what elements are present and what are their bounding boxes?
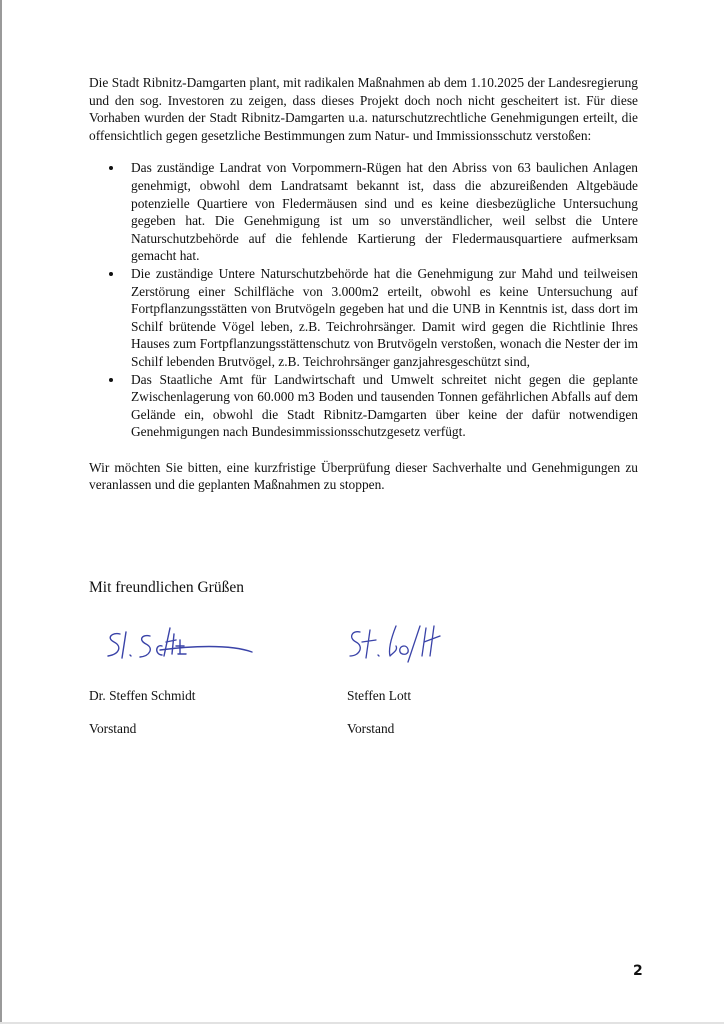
bullet-icon <box>109 272 113 276</box>
closing-paragraph: Wir möchten Sie bitten, eine kurzfristige Überprüfung dieser Sachverhalte und Genehmigungen zu veranlassen und die geplanten Maßnahmen zu stoppen. <box>89 459 638 493</box>
list-item <box>99 159 638 265</box>
greeting: Mit freundlichen Grüßen <box>89 579 244 596</box>
signature-schmidt-icon <box>100 622 260 667</box>
list-item-text: Die zuständige Untere Naturschutzbehörde hat die Genehmigung zur Mahd und teilweisen Zerstörung einer Schilfläche von 3.000m2 erteilt, obwohl es keine Untersuchung auf Fortpflanzungsstätten von Brutvögeln gegeben hat und die UNB in Kenntnis ist, dass dort im Schilf brütende Vögel leben, z.B. Teichrohrsänger. Damit wird gegen die Richtlinie Ihres Hauses zum Fortpflanzungsstättenschutz von Brutvögeln verstoßen, wonach die Nester der im Schilf lebenden Brutvögel, z.B. Teichrohrsänger ganzjahresgeschützt sind, <box>131 265 638 369</box>
list-item-text: Das zuständige Landrat von Vorpommern-Rügen hat den Abriss von 63 baulichen Anlagen genehmigt, obwohl dem Landratsamt bekannt ist, dass die abzureißenden Altgebäude potenzielle Quartiere von Fledermäusen sind und es keine diesbezügliche Untersuchung gegeben hat. Die Genehmigung ist um so unverständlicher, weil selbst die Untere Naturschutzbehörde auf die fehlende Kartierung der Fledermausquartiere aufmerksam gemacht hat. <box>131 160 638 264</box>
bullet-icon <box>109 166 113 170</box>
signatory-role: Vorstand <box>89 721 137 736</box>
signatory-name: Dr. Steffen Schmidt <box>89 688 196 703</box>
page-edge-left <box>0 0 2 1024</box>
page-number: 2 <box>633 963 643 979</box>
bullet-icon <box>109 378 113 382</box>
signatory-name: Steffen Lott <box>347 688 412 703</box>
signatory-role: Vorstand <box>347 721 395 736</box>
intro-paragraph: Die Stadt Ribnitz-Damgarten plant, mit radikalen Maßnahmen ab dem 1.10.2025 der Landesregierung und den sog. Investoren zu zeigen, dass dieses Projekt doch noch nicht gescheitert ist. Für diese Vorhaben wurden der Stadt Ribnitz-Damgarten u.a. naturschutzrechtliche Genehmigungen erteilt, die offensichtlich gegen gesetzliche Bestimmungen zum Natur- und Immissionsschutz verstoßen: <box>89 75 638 143</box>
signature-lott-icon <box>346 622 456 667</box>
violation-list <box>89 159 638 441</box>
list-item-text: Das Staatliche Amt für Landwirtschaft und Umwelt schreitet nicht gegen die geplante Zwischenlagerung von 60.000 m3 Boden und tausenden Tonnen gefährlichen Abfalls auf dem Gelände ein, obwohl die Stadt Ribnitz-Damgarten über keine der dafür notwendigen Genehmigungen nach Bundesimmissionsschutzgesetz verfügt. <box>131 371 638 440</box>
letter-body <box>89 74 638 494</box>
list-item <box>99 371 638 441</box>
list-item <box>99 265 638 371</box>
